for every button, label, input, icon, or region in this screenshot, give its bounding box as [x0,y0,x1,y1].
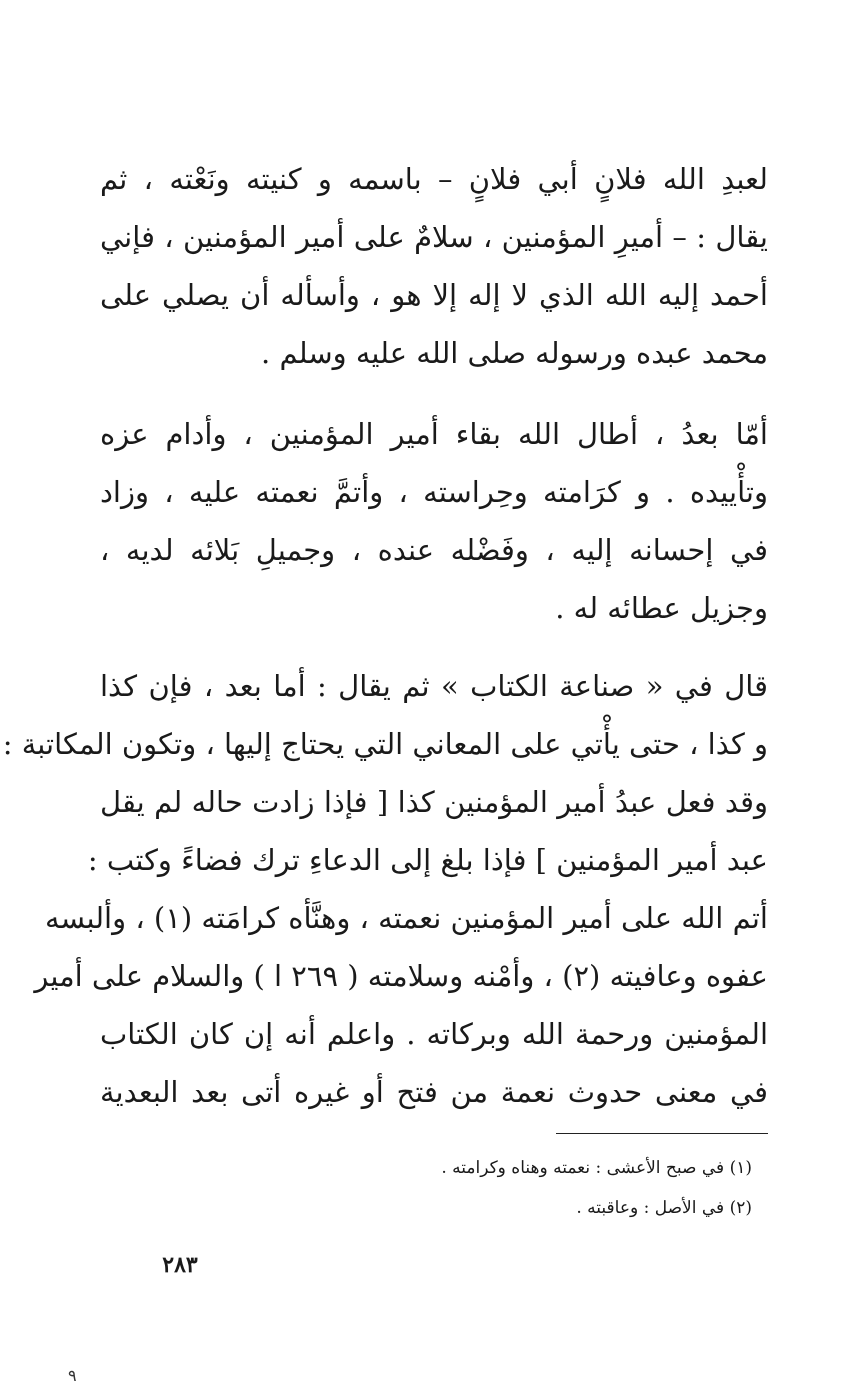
text-line: أتم الله على أمير المؤمنين نعمته ، وهنَّأه كرامَته (١) ، وألبسه [45,901,768,935]
text-line: لعبدِ الله فلانٍ أبي فلانٍ – باسمه و كنيته ونَعْته ، ثم [100,162,768,196]
text-line: في إحسانه إليه ، وفَضْله عنده ، وجميلِ بَلائه لديه ، [100,533,768,567]
text-line: محمد عبده ورسوله صلى الله عليه وسلم . [261,336,768,370]
page-number: ٢٨٣ [162,1252,198,1278]
text-line: عفوه وعافيته (٢) ، وأمْنه وسلامته ( ٢٦٩ ا ) والسلام على أمير [34,959,768,993]
text-line: أحمد إليه الله الذي لا إله إلا هو ، وأسأله أن يصلي على [100,278,768,312]
footnote-1: (١) في صبح الأعشى : نعمته وهناه وكرامته . [441,1158,752,1178]
text-line: وتأْييده . و كرَامته وحِراسته ، وأتمَّ نعمته عليه ، وزاد [100,475,768,509]
text-line: و كذا ، حتى يأْتي على المعاني التي يحتاج إليها ، وتكون المكاتبة : [2,727,768,761]
text-line: وقد فعل عبدُ أمير المؤمنين كذا [ فإذا زادت حاله لم يقل [100,785,768,819]
text-line: قال في « صناعة الكتاب » ثم يقال : أما بعد ، فإن كذا [100,669,768,703]
text-line: المؤمنين ورحمة الله وبركاته . واعلم أنه إن كان الكتاب [100,1017,768,1051]
text-line: عبد أمير المؤمنين ] فإذا بلغ إلى الدعاءِ ترك فضاءً وكتب : [87,843,768,877]
paragraph-3 [2,657,768,1121]
paragraph-1 [100,150,768,382]
footnote-2: (٢) في الأصل : وعاقبته . [576,1198,752,1218]
paragraph-2 [100,405,768,637]
text-line: وجزيل عطائه له . [555,591,768,625]
footnotes [300,1148,752,1228]
footnote-divider [556,1133,768,1134]
signature-mark: ٩ [68,1366,77,1385]
text-line: أمّا بعدُ ، أطال الله بقاء أمير المؤمنين ، وأدام عزه [100,417,768,451]
text-line: في معنى حدوث نعمة من فتح أو غيره أتى بعد البعدية [100,1075,768,1109]
text-line: يقال : – أميرِ المؤمنين ، سلامٌ على أمير المؤمنين ، فإني [100,220,768,254]
